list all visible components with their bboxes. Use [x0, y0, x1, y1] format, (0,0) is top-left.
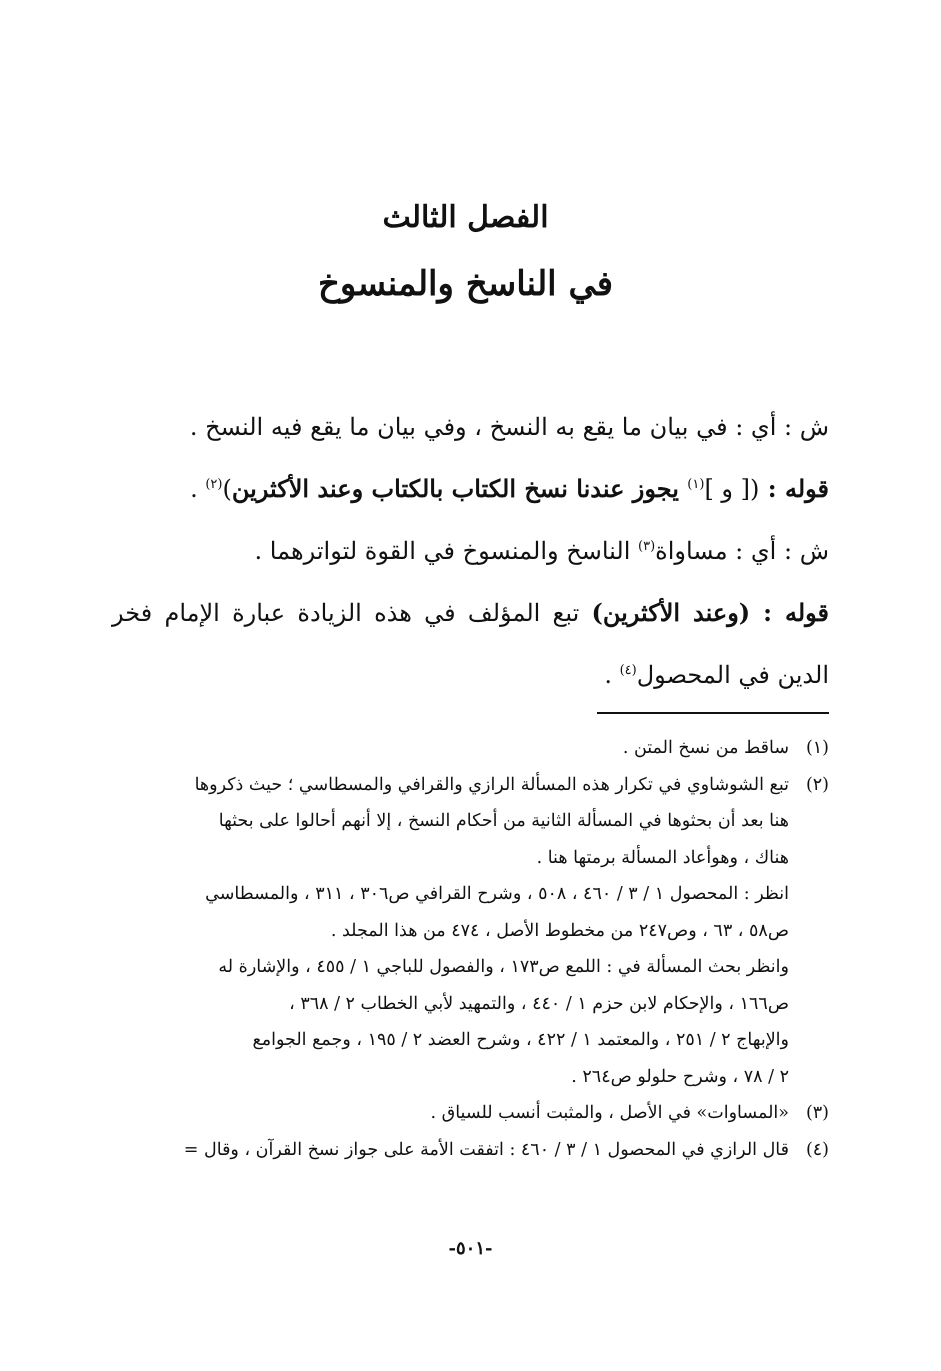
footnote-2-line: تبع الشوشاوي في تكرار هذه المسألة الرازي والقرافي والمسطاسي ؛ حيث ذكروها [194, 774, 789, 795]
footnote-4-number: (٤) [805, 1139, 829, 1160]
footnote-2-line: والإبهاج ٢ / ٢٥١ ، والمعتمد ١ / ٤٢٢ ، وشرح العضد ٢ / ١٩٥ ، وجمع الجوامع [252, 1030, 789, 1050]
paragraph-1 [112, 396, 829, 458]
paragraph-4 [112, 582, 829, 706]
footnotes [112, 730, 829, 1168]
footnote-2-line: وانظر بحث المسألة في : اللمع ص١٧٣ ، والفصول للباجي ١ / ٤٥٥ ، والإشارة له [218, 957, 789, 977]
page-number: -٥٠١- [448, 1238, 493, 1259]
footnote-3-number: (٣) [805, 1103, 829, 1123]
paragraph-1-text: ش : أي : في بيان ما يقع به النسخ ، وفي بيان ما يقع فيه النسخ . [189, 413, 829, 441]
paragraph-4-end: . [604, 661, 620, 689]
chapter-title: الفصل الثالث [382, 200, 549, 235]
footnote-2-line: ٢ / ٧٨ ، وشرح حلولو ص٢٦٤ . [571, 1066, 789, 1087]
footnote-2 [112, 767, 829, 1096]
paragraph-2-end: . [190, 475, 206, 503]
footnote-2-line: هناك ، وهوأعاد المسألة برمتها هنا . [536, 847, 789, 868]
paragraph-2-quote: يجوز عندنا نسخ الكتاب بالكتاب وعند الأكثرين [231, 474, 688, 503]
paragraph-3-start: ش : أي : مساواة [655, 537, 829, 565]
footnote-4-text: قال الرازي في المحصول ١ / ٣ / ٤٦٠ : اتفقت الأمة على جواز نسخ القرآن ، وقال = [183, 1139, 789, 1160]
footnote-2-line: انظر : المحصول ١ / ٣ / ٤٦٠ ، ٥٠٨ ، وشرح القرافي ص٣٠٦ ، ٣١١ ، والمسطاسي [205, 884, 789, 904]
paragraph-3 [112, 520, 829, 582]
chapter-subtitle: في الناسخ والمنسوخ [317, 264, 614, 304]
footnote-1-text: ساقط من نسخ المتن . [622, 738, 789, 758]
footnote-2-line: هنا بعد أن بحثوها في المسألة الثانية من أحكام النسخ ، إلا أنهم أحالوا على بحثها [218, 811, 789, 831]
footnote-ref-4: (٤) [619, 663, 637, 678]
footnote-3 [112, 1095, 829, 1132]
paragraph-4-label: قوله : [750, 598, 830, 627]
paragraph-4-quote: (وعند الأكثرين) [591, 598, 751, 627]
footnote-2-number: (٢) [805, 774, 829, 795]
paragraph-3-end: الناسخ والمنسوخ في القوة لتواترهما . [254, 537, 638, 565]
footnote-3-text: «المساوات» في الأصل ، والمثبت أنسب للسياق . [430, 1103, 789, 1123]
main-text [112, 396, 829, 706]
footnote-ref-3: (٣) [638, 539, 656, 554]
footnote-2-line: ص١٦٦ ، والإحكام لابن حزم ١ / ٤٤٠ ، والتمهيد لأبي الخطاب ٢ / ٣٦٨ ، [289, 993, 789, 1014]
footnote-divider [597, 712, 829, 714]
paragraph-2 [112, 458, 829, 520]
footnote-2-line: ص٥٨ ، ٦٣ ، وص٢٤٧ من مخطوط الأصل ، ٤٧٤ من هذا المجلد . [330, 920, 789, 941]
footnote-ref-2: (٢) [205, 477, 223, 492]
footnote-4 [112, 1132, 829, 1169]
paragraph-2-open: ([ و ] [704, 475, 760, 503]
footnote-ref-1: (١) [687, 477, 705, 492]
paragraph-4-text: تبع المؤلف في هذه الزيادة عبارة الإمام فخر الدين في المحصول [112, 599, 829, 689]
paragraph-2-close: ) [222, 475, 232, 503]
paragraph-2-label: قوله : [759, 474, 829, 503]
footnote-1 [112, 730, 829, 767]
footnote-1-number: (١) [805, 738, 829, 758]
